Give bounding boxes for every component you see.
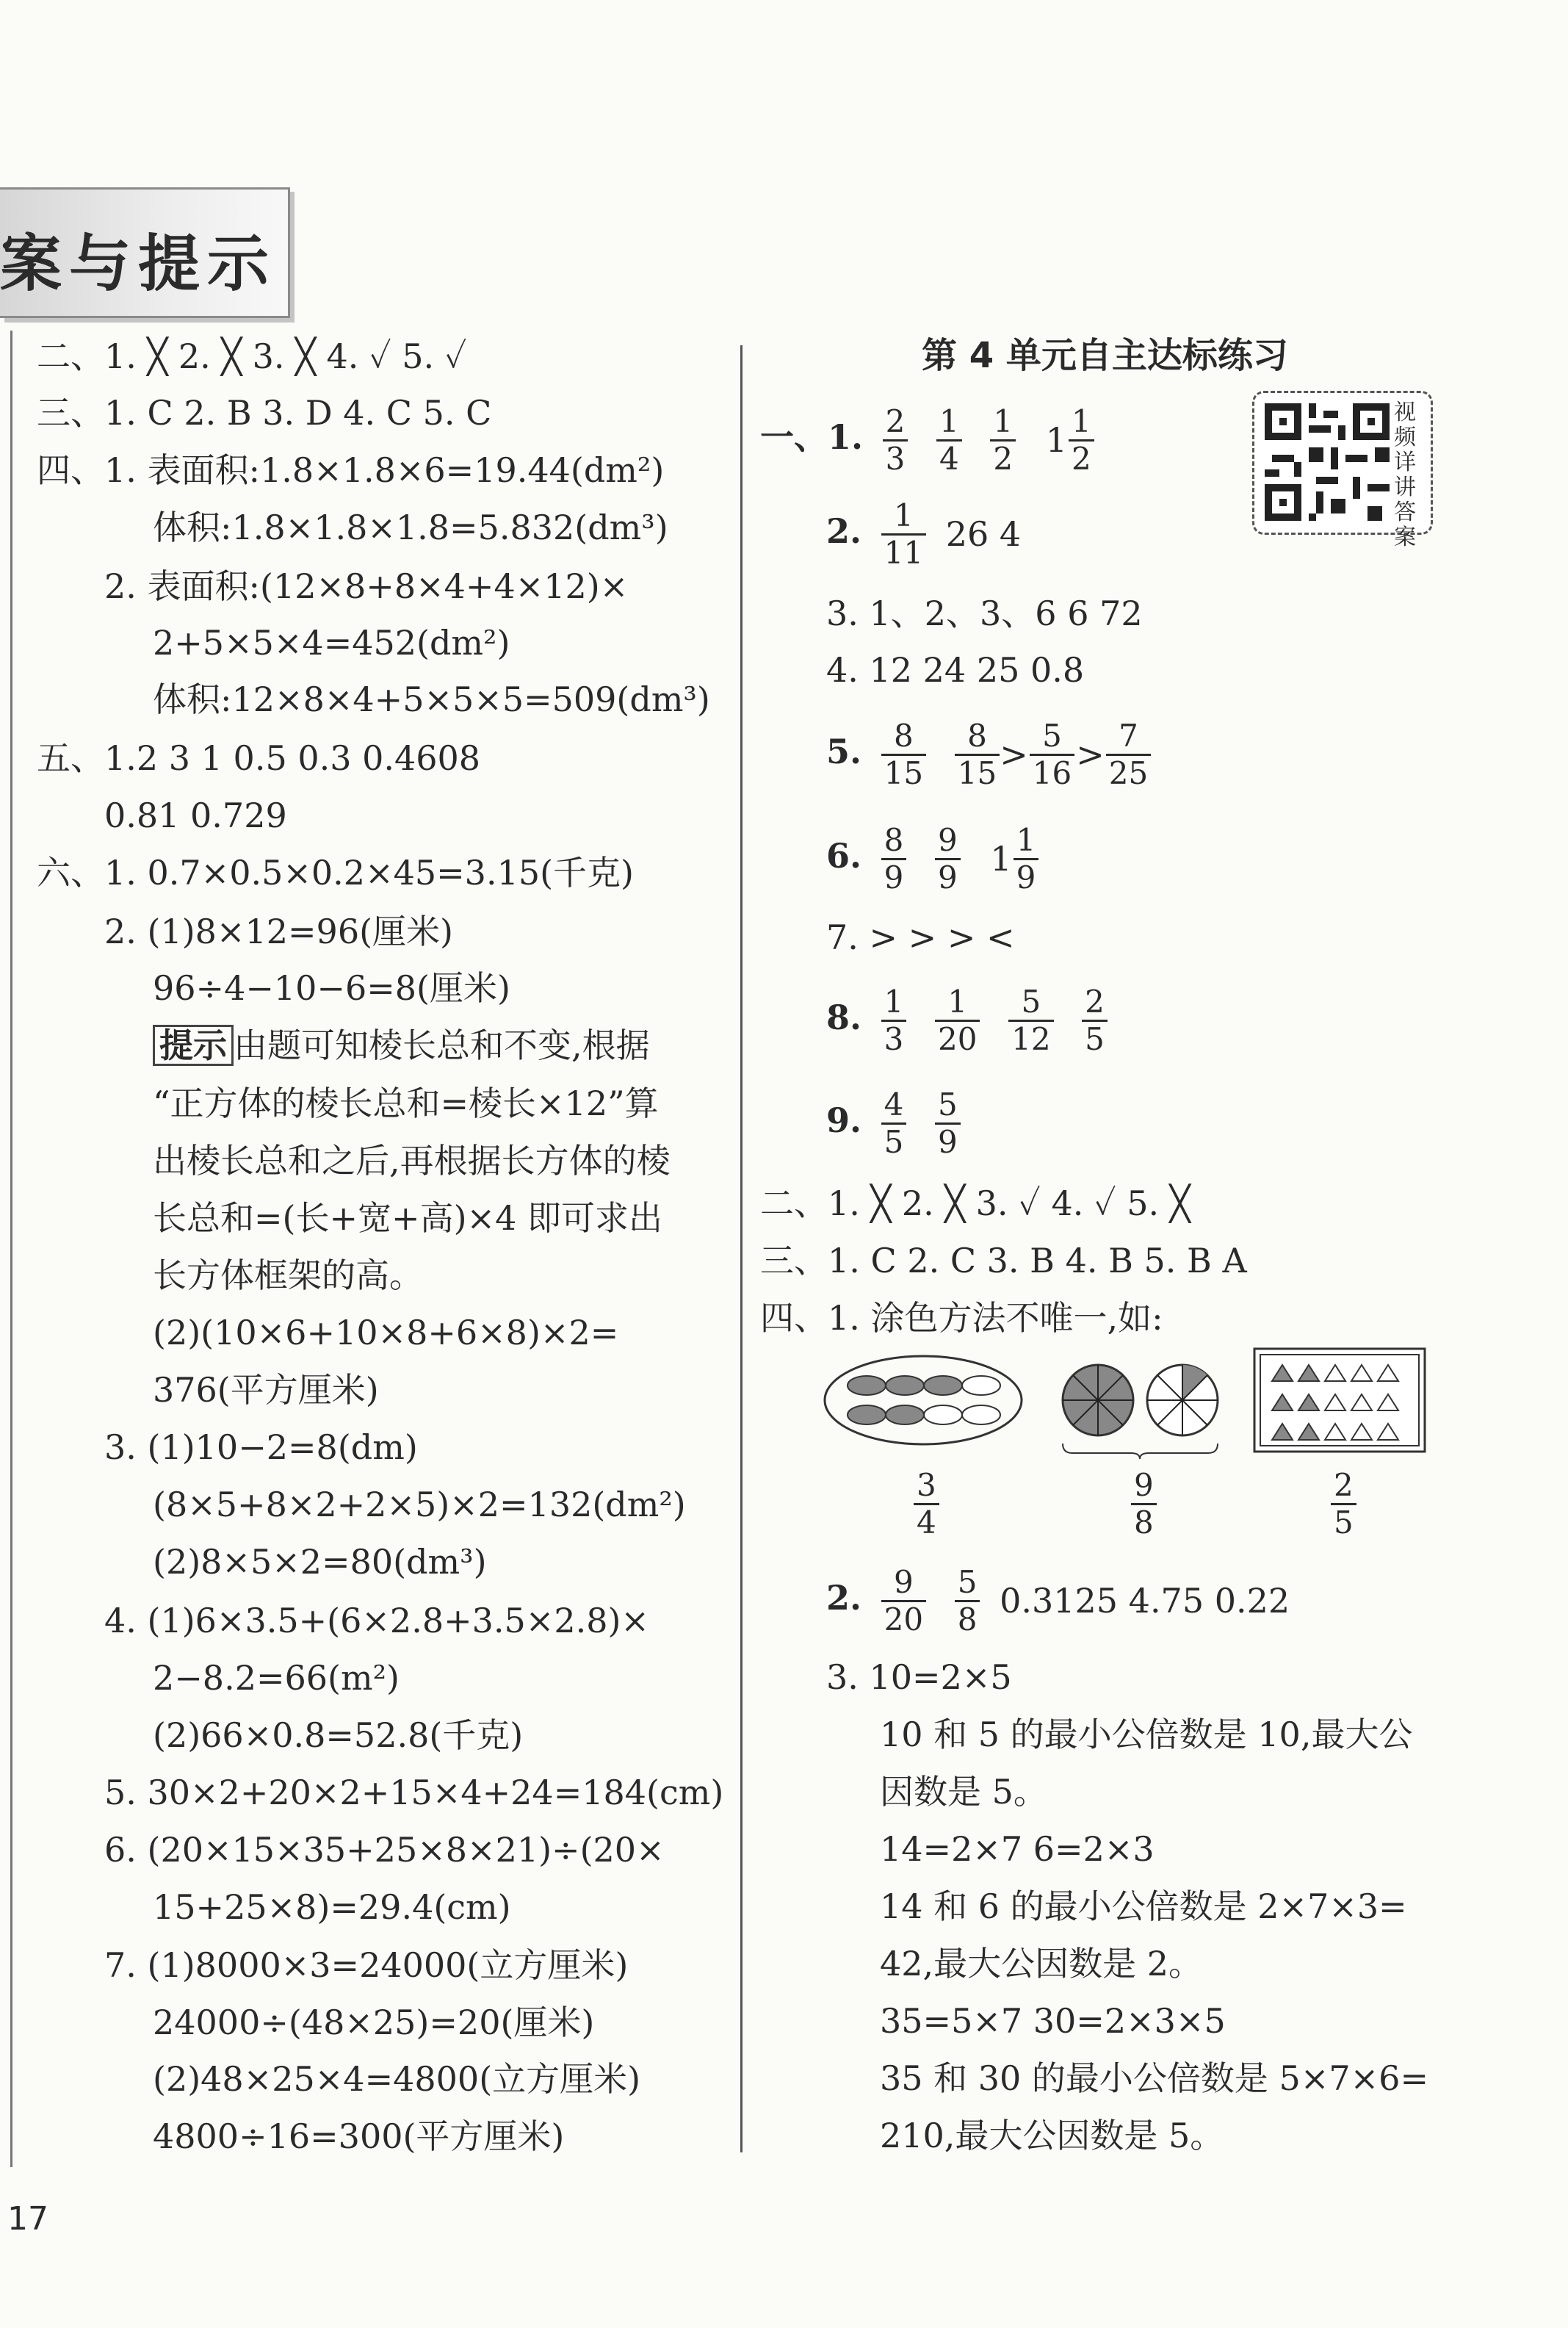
fraction bbox=[881, 823, 907, 895]
answer-line: 3. (1)10−2=8(dm) bbox=[104, 1427, 418, 1467]
fraction bbox=[881, 1565, 926, 1637]
fraction bbox=[935, 984, 980, 1057]
fraction bbox=[883, 404, 908, 477]
answer-line: (2)66×0.8=52.8(千克) bbox=[153, 1715, 524, 1755]
answer-line: 7. > > > < bbox=[826, 918, 1015, 957]
numerator: 5 bbox=[955, 1565, 980, 1602]
banner-title: 案与提示 bbox=[0, 228, 277, 300]
numerator: 5 bbox=[1008, 984, 1053, 1022]
item-label: 8. bbox=[826, 998, 862, 1037]
answer-line: 6. (20×15×35+25×8×21)÷(20× bbox=[104, 1830, 665, 1870]
denominator: 2 bbox=[1072, 440, 1091, 477]
numerator: 1 bbox=[990, 404, 1016, 442]
answer-line: 因数是 5。 bbox=[880, 1772, 1047, 1812]
hint-tag: 提示 bbox=[153, 1025, 234, 1066]
fraction bbox=[1131, 1468, 1157, 1540]
answer-line: 2+5×5×4=452(dm²) bbox=[153, 623, 510, 663]
denominator: 8 bbox=[957, 1601, 978, 1637]
unit-title: 第 4 单元自主达标练习 bbox=[922, 335, 1288, 376]
denominator: 2 bbox=[993, 440, 1014, 477]
numerator: 8 bbox=[881, 823, 907, 860]
answer-line bbox=[826, 711, 1160, 795]
numerator: 1 bbox=[881, 984, 907, 1022]
fraction bbox=[990, 404, 1016, 477]
column-divider bbox=[740, 345, 743, 2152]
denominator: 5 bbox=[884, 1123, 904, 1160]
item-label: 5. bbox=[826, 732, 862, 771]
denominator: 15 bbox=[957, 754, 997, 791]
answer-line: “正方体的棱长总和=棱长×12”算 bbox=[153, 1084, 659, 1123]
left-margin-line bbox=[10, 331, 12, 2167]
fraction bbox=[955, 718, 1000, 791]
answer-line: 出棱长总和之后,再根据长方体的棱 bbox=[153, 1141, 671, 1181]
answer-line: (2)(10×6+10×8+6×8)×2= bbox=[153, 1313, 619, 1352]
answer-line: 5. 30×2+20×2+15×4+24=184(cm) bbox=[104, 1773, 724, 1812]
denominator: 9 bbox=[1016, 859, 1036, 895]
numerator: 9 bbox=[881, 1565, 926, 1602]
denominator: 4 bbox=[917, 1504, 936, 1540]
denominator: 8 bbox=[1134, 1504, 1154, 1540]
denominator: 9 bbox=[884, 859, 904, 895]
qr-code-box[interactable] bbox=[1252, 391, 1433, 550]
fraction bbox=[1082, 984, 1108, 1057]
numerator: 1 bbox=[935, 984, 980, 1022]
denominator: 20 bbox=[938, 1020, 978, 1057]
answer-line: 0.81 0.729 bbox=[104, 796, 287, 835]
page-number: 17 bbox=[7, 2200, 48, 2238]
denominator: 25 bbox=[1108, 754, 1149, 791]
answer-line: 3. 1、2、3、6 6 72 bbox=[826, 594, 1143, 633]
denominator: 15 bbox=[884, 754, 924, 791]
answer-line: 二、1. ╳ 2. ╳ 3. ╳ 4. ✓ 5. ✓ bbox=[37, 336, 467, 376]
answer-line bbox=[826, 1557, 1290, 1641]
fraction bbox=[881, 1087, 907, 1160]
triangle-figure-icon bbox=[1254, 1349, 1425, 1452]
denominator: 9 bbox=[938, 859, 958, 895]
answer-line: 7. (1)8000×3=24000(立方厘米) bbox=[104, 1945, 629, 1985]
denominator: 9 bbox=[938, 1123, 958, 1160]
qr-caption: 视频详讲答案 bbox=[1394, 400, 1416, 550]
oval-figure-icon bbox=[825, 1356, 1022, 1444]
answer-line: 10 和 5 的最小公倍数是 10,最大公 bbox=[880, 1715, 1413, 1754]
fraction bbox=[881, 718, 926, 791]
answer-line: 四、1. 涂色方法不唯一,如: bbox=[760, 1298, 1163, 1338]
answer-line: 五、1.2 3 1 0.5 0.3 0.4608 bbox=[37, 738, 481, 778]
answer-line: 3. 10=2×5 bbox=[826, 1657, 1012, 1697]
denominator: 5 bbox=[1334, 1504, 1354, 1540]
numerator: 4 bbox=[881, 1087, 907, 1125]
item-label: 6. bbox=[826, 836, 862, 876]
whole-number: 1 bbox=[990, 839, 1012, 879]
answer-line: 长总和=(长+宽+高)×4 即可求出 bbox=[153, 1198, 662, 1238]
answer-line: 24000÷(48×25)=20(厘米) bbox=[153, 2003, 595, 2042]
denominator: 4 bbox=[939, 440, 959, 477]
fraction bbox=[1030, 718, 1074, 791]
denominator: 3 bbox=[885, 440, 906, 477]
figure-label bbox=[1322, 1468, 1365, 1540]
qr-code-icon bbox=[1265, 403, 1390, 521]
answer-line: 14 和 6 的最小公倍数是 2×7×3= bbox=[880, 1886, 1407, 1926]
answer-line: 4800÷16=300(平方厘米) bbox=[153, 2116, 565, 2156]
numerator: 1 bbox=[1014, 823, 1039, 860]
answer-line bbox=[826, 1080, 969, 1161]
answer-line: 体积:12×8×4+5×5×5=509(dm³) bbox=[153, 680, 710, 719]
numerator: 9 bbox=[935, 823, 961, 860]
answer-line: (2)8×5×2=80(dm³) bbox=[153, 1542, 487, 1582]
fraction bbox=[935, 823, 961, 895]
circle-figure-icon bbox=[1063, 1365, 1218, 1459]
numerator: 2 bbox=[883, 404, 908, 442]
item-label: 9. bbox=[826, 1100, 862, 1140]
hint-line bbox=[153, 1023, 650, 1067]
answer-line: (8×5+8×2+2×5)×2=132(dm²) bbox=[153, 1485, 686, 1524]
answer-line: 210,最大公因数是 5。 bbox=[880, 2116, 1224, 2155]
answer-line: 15+25×8)=29.4(cm) bbox=[153, 1887, 511, 1927]
section-banner bbox=[0, 187, 290, 318]
shading-figures bbox=[823, 1344, 1454, 1540]
greater-than-sign: > bbox=[1076, 735, 1105, 774]
answer-line: 376(平方厘米) bbox=[153, 1370, 379, 1410]
fraction bbox=[1008, 984, 1053, 1057]
denominator: 11 bbox=[884, 534, 924, 571]
answer-line: 三、1. C 2. B 3. D 4. C 5. C bbox=[37, 393, 492, 433]
answer-line: (2)48×25×4=4800(立方厘米) bbox=[153, 2059, 641, 2099]
denominator: 12 bbox=[1011, 1020, 1051, 1057]
figure-label bbox=[905, 1468, 948, 1540]
numerator: 8 bbox=[881, 718, 926, 756]
numerator: 9 bbox=[1131, 1468, 1157, 1505]
numerator: 5 bbox=[935, 1087, 961, 1125]
answer-line: 42,最大公因数是 2。 bbox=[880, 1944, 1203, 1983]
denominator: 3 bbox=[884, 1020, 904, 1057]
answer-line: 2. (1)8×12=96(厘米) bbox=[104, 912, 453, 951]
denominator: 5 bbox=[1085, 1020, 1105, 1057]
numerator: 5 bbox=[1030, 718, 1074, 756]
fraction bbox=[914, 1468, 939, 1540]
fraction bbox=[1014, 823, 1039, 895]
answer-line: 35=5×7 30=2×3×5 bbox=[880, 2001, 1226, 2041]
numerator: 2 bbox=[1331, 1468, 1356, 1505]
fraction bbox=[935, 1087, 961, 1160]
denominator: 20 bbox=[884, 1601, 924, 1637]
answer-line bbox=[760, 397, 1103, 480]
answer-line: 2−8.2=66(m²) bbox=[153, 1658, 400, 1698]
numerator: 7 bbox=[1106, 718, 1151, 756]
answer-line: 长方体框架的高。 bbox=[153, 1255, 423, 1295]
answer-line: 二、1. ╳ 2. ╳ 3. ✓ 4. ✓ 5. ╳ bbox=[760, 1183, 1191, 1223]
figure-drawings bbox=[823, 1344, 1454, 1462]
numerator: 3 bbox=[914, 1468, 939, 1505]
denominator: 16 bbox=[1032, 754, 1072, 791]
answer-line: 35 和 30 的最小公倍数是 5×7×6= bbox=[880, 2058, 1428, 2098]
numerator: 2 bbox=[1082, 984, 1108, 1022]
numerator: 1 bbox=[881, 498, 926, 536]
numerator: 1 bbox=[1069, 404, 1094, 442]
figure-label bbox=[1122, 1468, 1166, 1540]
answer-line: 96÷4−10−6=8(厘米) bbox=[153, 968, 510, 1008]
fraction bbox=[1331, 1468, 1356, 1540]
fraction bbox=[1069, 404, 1094, 477]
answer-text: 26 4 bbox=[945, 514, 1022, 554]
answer-line: 2. 表面积:(12×8+8×4+4×12)× bbox=[104, 566, 629, 606]
answer-line: 三、1. C 2. C 3. B 4. B 5. B A bbox=[760, 1241, 1247, 1280]
numerator: 8 bbox=[955, 718, 1000, 756]
answer-line: 六、1. 0.7×0.5×0.2×45=3.15(千克) bbox=[37, 853, 634, 893]
greater-than-sign: > bbox=[1000, 735, 1028, 774]
item-label: 2. bbox=[826, 511, 862, 551]
item-label: 一、1. bbox=[760, 417, 864, 457]
item-label: 2. bbox=[826, 1578, 862, 1618]
numerator: 1 bbox=[936, 404, 962, 442]
answer-text: 0.3125 4.75 0.22 bbox=[1000, 1581, 1290, 1621]
answer-line: 4. (1)6×3.5+(6×2.8+3.5×2.8)× bbox=[104, 1601, 649, 1640]
answer-line: 四、1. 表面积:1.8×1.8×6=19.44(dm²) bbox=[37, 450, 665, 490]
fraction bbox=[936, 404, 962, 477]
whole-number: 1 bbox=[1045, 420, 1068, 460]
answer-line bbox=[826, 977, 1116, 1058]
answer-line bbox=[826, 815, 1047, 899]
answer-line: 4. 12 24 25 0.8 bbox=[826, 650, 1085, 690]
answer-line: 14=2×7 6=2×3 bbox=[880, 1829, 1155, 1869]
fraction bbox=[1106, 718, 1151, 791]
answer-line: 体积:1.8×1.8×1.8=5.832(dm³) bbox=[153, 508, 668, 547]
hint-text: 由题可知棱长总和不变,根据 bbox=[234, 1026, 650, 1065]
fraction bbox=[881, 984, 907, 1057]
fraction bbox=[955, 1565, 980, 1637]
fraction bbox=[881, 498, 926, 571]
answer-line bbox=[826, 491, 1021, 574]
